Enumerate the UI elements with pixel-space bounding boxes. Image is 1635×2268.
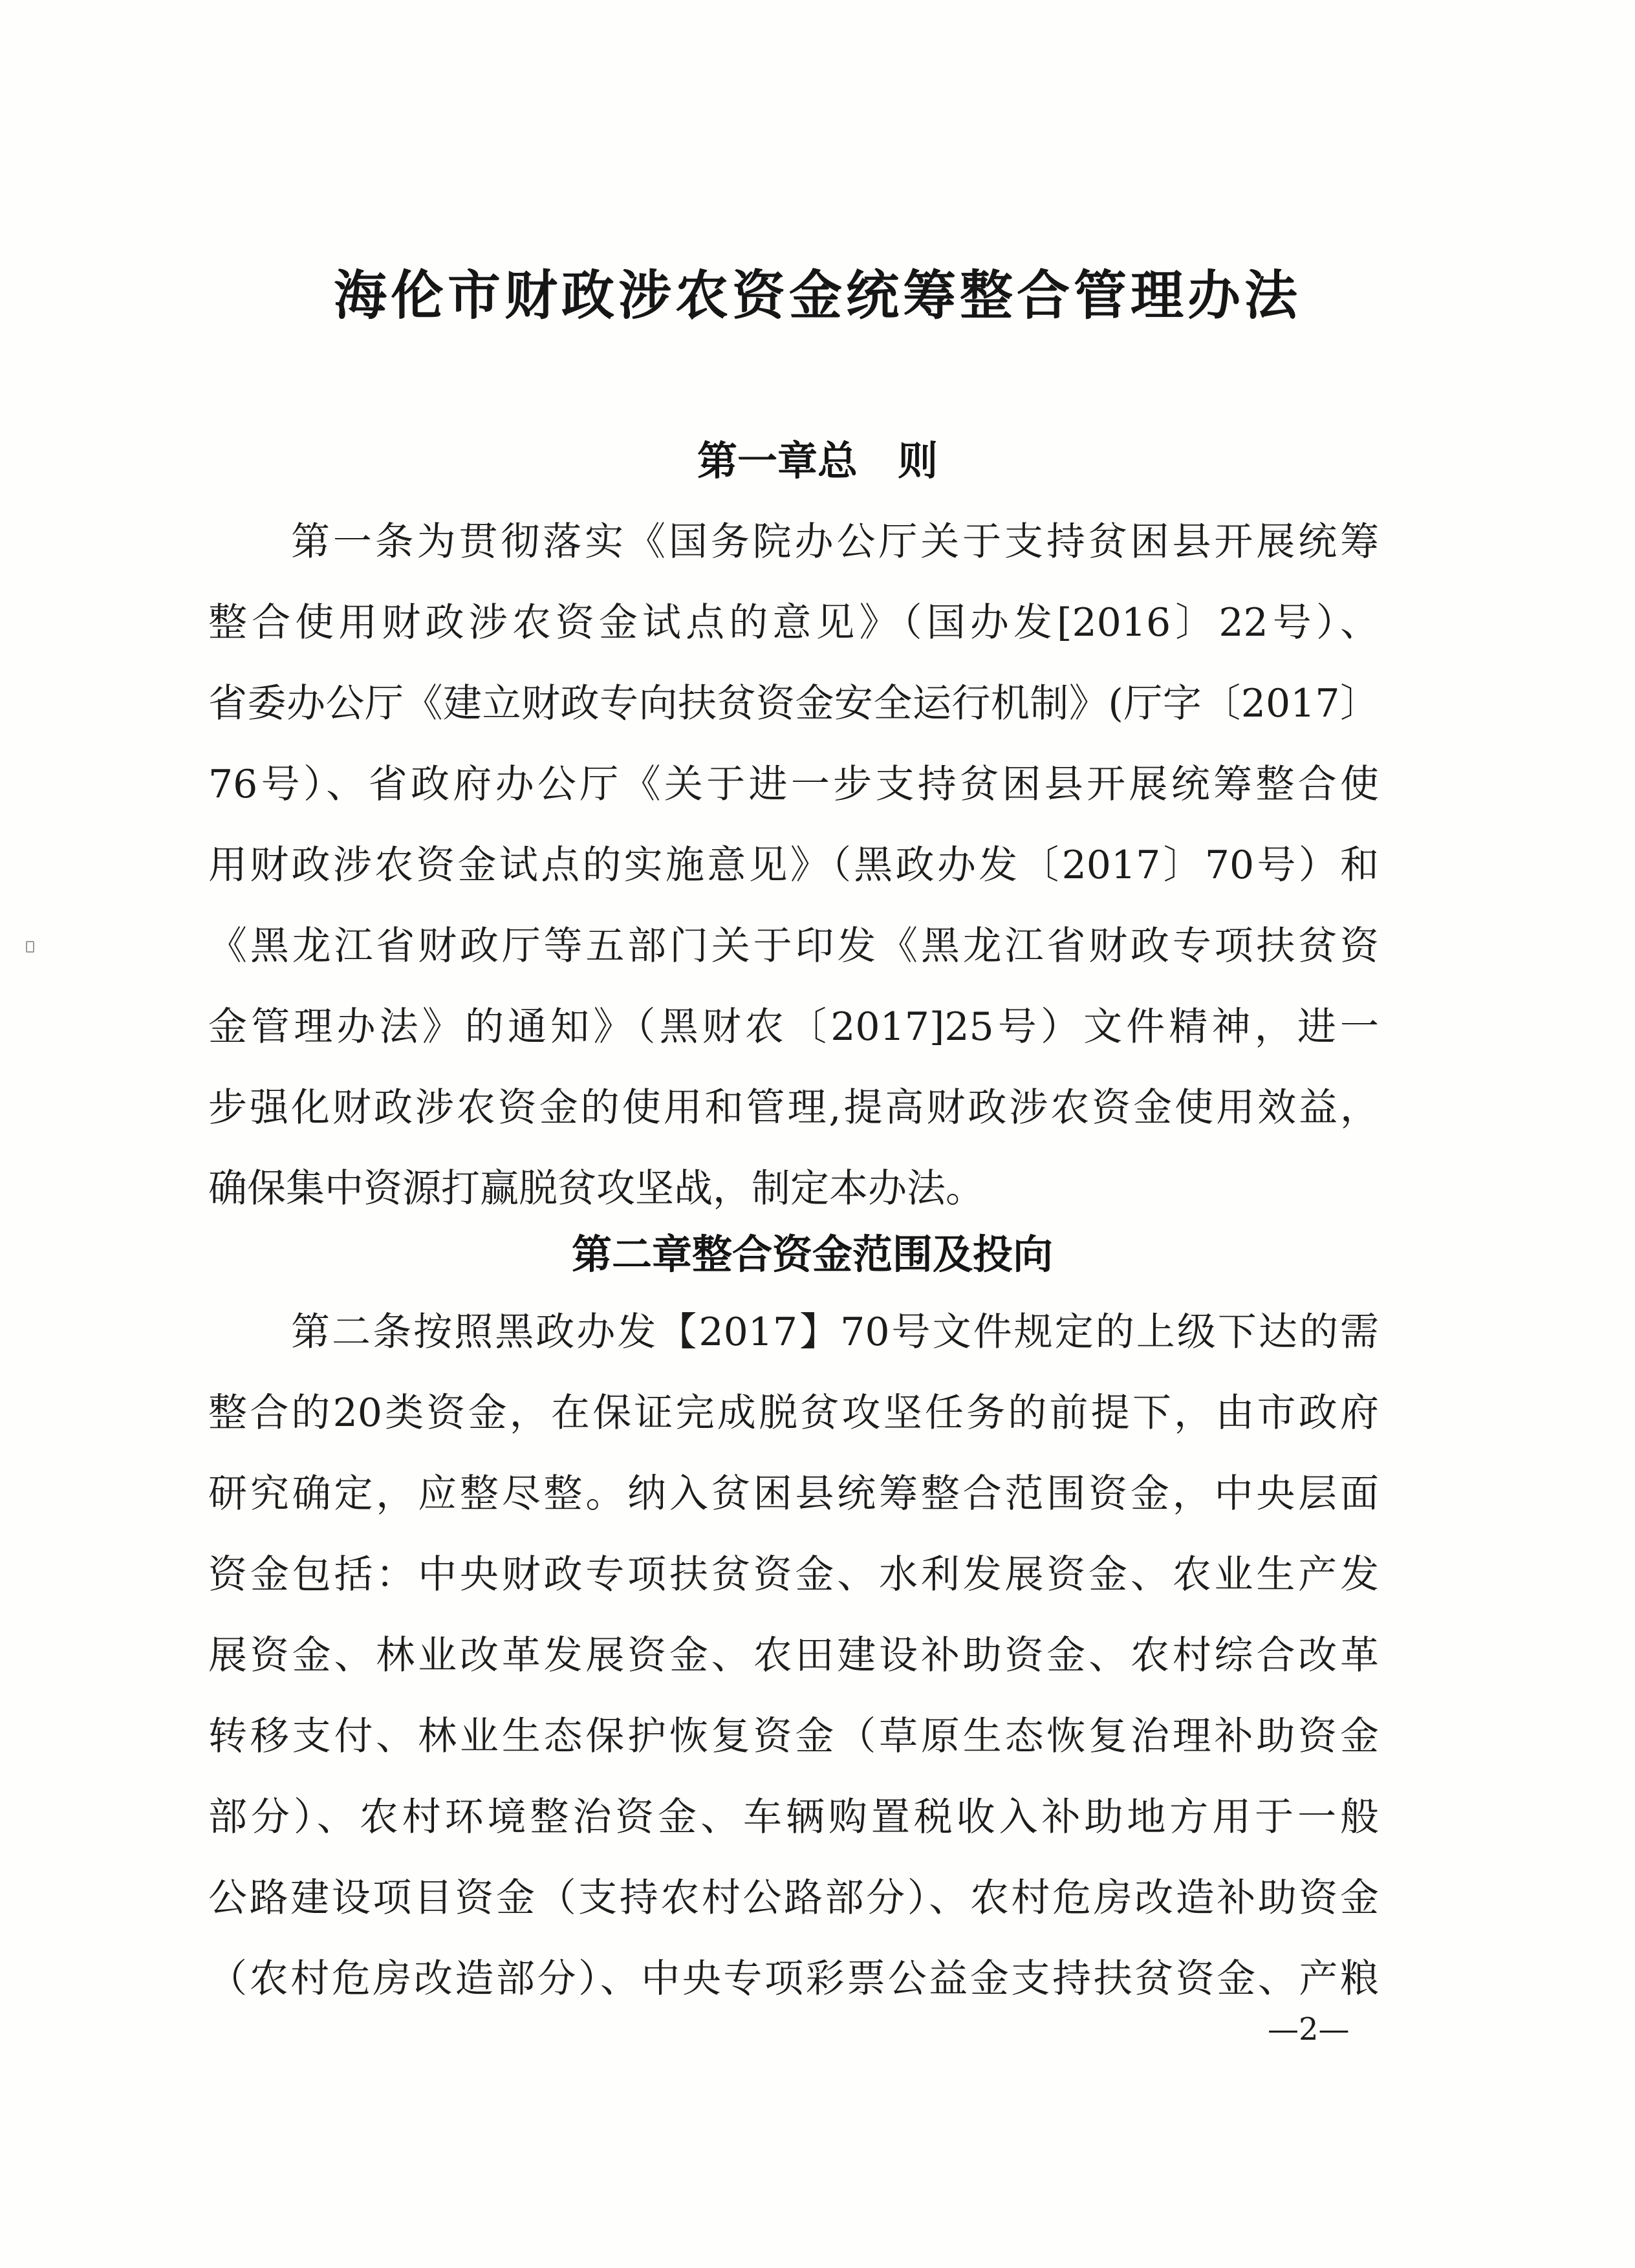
paragraph-line: 转移支付、林业生态保护恢复资金（草原生态恢复治理补助资金 [208, 1714, 1379, 1759]
paragraph-line: 整合使用财政涉农资金试点的意见》（国办发[2016〕22号）、 [208, 600, 1379, 645]
chapter-1-heading: 第一章总 则 [697, 437, 938, 484]
paragraph-line: 确保集中资源打赢脱贫攻坚战，制定本办法。 [208, 1166, 984, 1211]
paragraph-line: （农村危房改造部分）、中央专项彩票公益金支持扶贫资金、产粮 [208, 1956, 1379, 2002]
paragraph-line: 第二条按照黑政办发【2017】70号文件规定的上级下达的需 [291, 1310, 1379, 1355]
paragraph-line: 公路建设项目资金（支持农村公路部分）、农村危房改造补助资金 [208, 1875, 1379, 1921]
paragraph-line: 资金包括：中央财政专项扶贫资金、水利发展资金、农业生产发 [208, 1552, 1379, 1597]
scan-artifact-mark [26, 941, 34, 953]
paragraph-line: 研究确定，应整尽整。纳入贫困县统筹整合范围资金，中央层面 [208, 1471, 1379, 1517]
paragraph-line: 第一条为贯彻落实《国务院办公厅关于支持贫困县开展统筹 [291, 519, 1379, 565]
paragraph-line: 步强化财政涉农资金的使用和管理,提高财政涉农资金使用效益， [208, 1085, 1379, 1130]
paragraph-line: 《黑龙江省财政厅等五部门关于印发《黑龙江省财政专项扶贫资 [208, 923, 1379, 969]
paragraph-line: 整合的20类资金，在保证完成脱贫攻坚任务的前提下，由市政府 [208, 1390, 1379, 1436]
paragraph-line: 部分）、农村环境整治资金、车辆购置税收入补助地方用于一般 [208, 1795, 1379, 1840]
page-number: —2— [1268, 2011, 1350, 2047]
paragraph-line: 省委办公厅《建立财政专向扶贫资金安全运行机制》(厅字〔2017〕 [208, 681, 1379, 726]
paragraph-line: 76号）、省政府办公厅《关于进一步支持贫困县开展统筹整合使 [208, 762, 1379, 807]
chapter-2-heading: 第二章整合资金范围及投向 [571, 1231, 1053, 1278]
paragraph-line: 展资金、林业改革发展资金、农田建设补助资金、农村综合改革 [208, 1633, 1379, 1678]
paragraph-line: 金管理办法》的通知》（黑财农〔2017]25号）文件精神，进一 [208, 1004, 1379, 1050]
document-title: 海伦市财政涉农资金统筹整合管理办法 [333, 265, 1301, 327]
paragraph-line: 用财政涉农资金试点的实施意见》（黑政办发〔2017〕70号）和 [208, 843, 1379, 888]
